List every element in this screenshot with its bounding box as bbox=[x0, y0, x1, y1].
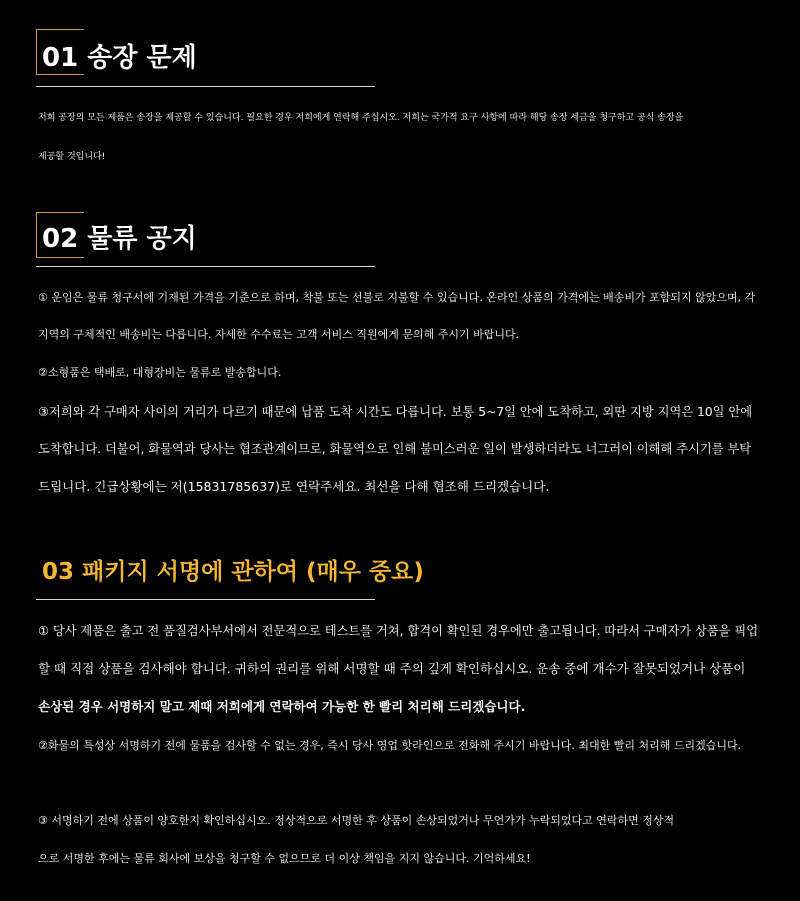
section-03-line-2: 할 때 직접 상품을 검사해야 합니다. 귀하의 권리를 위해 서명할 때 주의 깊게 확인하십시오. 운송 중에 개수가 잘못되었거나 상품이 bbox=[38, 661, 746, 676]
section-02-line-5: 도착합니다. 더불어, 화물역과 당사는 협조관계이므로, 화물역으로 인해 불미스러운 일이 발생하더라도 너그러이 이해해 주시기를 부탁 bbox=[38, 442, 752, 456]
section-02-line-2: 지역의 구체적인 배송비는 다릅니다. 자세한 수수료는 고객 서비스 직원에게 문의해 주시기 바랍니다. bbox=[38, 328, 520, 341]
section-01-title: 01 송장 문제 bbox=[42, 43, 197, 73]
section-01-line-2: 제공할 것입니다! bbox=[38, 152, 106, 162]
section-03-line-3: 손상된 경우 서명하지 말고 제때 저희에게 연락하여 가능한 한 빨리 처리해 드리겠습니다. bbox=[38, 699, 526, 714]
section-02-title: 02 물류 공지 bbox=[42, 224, 197, 254]
section-02-line-6: 드립니다. 긴급상황에는 저(15831785637)로 연락주세요. 최선을 다해 협조해 드리겠습니다. bbox=[38, 479, 550, 494]
section-03-line-6: 으로 서명한 후에는 물류 회사에 보상을 청구할 수 없으므로 더 이상 책임을 지지 않습니다. 기억하세요! bbox=[38, 852, 531, 865]
section-01-line-1: 저희 공장의 모든 제품은 송장을 제공할 수 있습니다. 필요한 경우 저희에게 연락해 주십시오. 저희는 국가적 요구 사항에 따라 해당 송장 세금을 청구하고 공식 송장을 bbox=[38, 113, 684, 123]
section-03-line-4: ②화물의 특성상 서명하기 전에 물품을 검사할 수 없는 경우, 즉시 당사 영업 핫라인으로 전화해 주시기 바랍니다. 최대한 빨리 처리해 드리겠습니다. bbox=[38, 739, 742, 752]
section-02-divider bbox=[36, 266, 375, 267]
section-02-line-1: ① 운임은 물류 청구서에 기재된 가격을 기준으로 하며, 착불 또는 선불로 지불할 수 있습니다. 온라인 상품의 가격에는 배송비가 포함되지 않았으며, 각 bbox=[38, 291, 756, 304]
section-03-line-1: ① 당사 제품은 출고 전 품질검사부서에서 전문적으로 테스트를 거쳐, 합격이 확인된 경우에만 출고됩니다. 따라서 구매자가 상품을 픽업 bbox=[38, 624, 759, 638]
section-03-divider bbox=[36, 599, 375, 600]
section-03-line-5: ③ 서명하기 전에 상품이 양호한지 확인하십시오. 정상적으로 서명한 후 상품이 손상되었거나 무언가가 누락되었다고 연락하면 정상적 bbox=[38, 814, 675, 827]
section-03-title: 03 패키지 서명에 관하여 (매우 중요) bbox=[42, 559, 424, 585]
section-02-line-3: ②소형품은 택배로, 대형장비는 물류로 발송합니다. bbox=[38, 366, 282, 379]
section-01-divider bbox=[36, 86, 375, 87]
section-02-line-4: ③저희와 각 구매자 사이의 거리가 다르기 때문에 납품 도착 시간도 다릅니다. 보통 5~7일 안에 도착하고, 외딴 지방 지역은 10일 안에 bbox=[38, 405, 753, 419]
